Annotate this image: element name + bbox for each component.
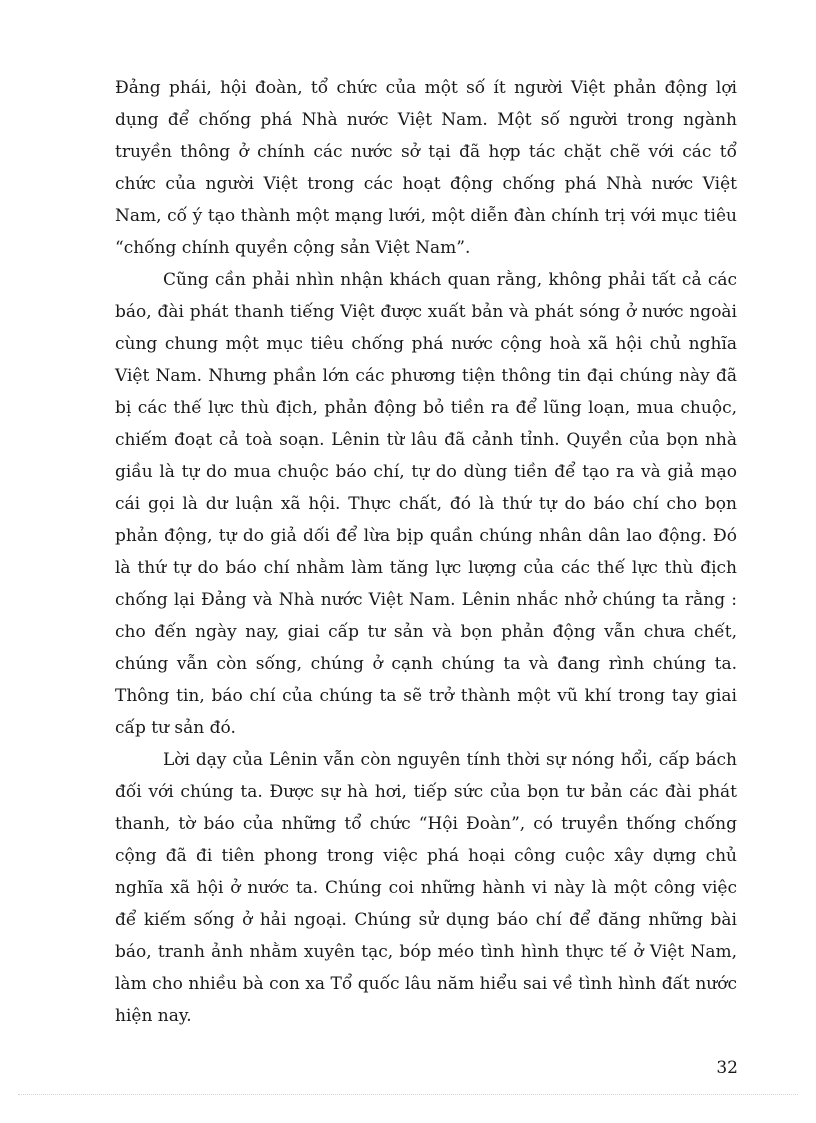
body-text	[115, 72, 737, 1032]
footer-dotted-rule	[18, 1094, 798, 1095]
paragraph-3: Lời dạy của Lênin vẫn còn nguyên tính thời sự nóng hổi, cấp bách đối với chúng ta. Được sự hà hơi, tiếp sức của bọn tư bản các đài phát thanh, tờ báo của những tổ chức “Hội Đoàn”, có truyền thống chống cộng đã đi tiên phong trong việc phá hoại công cuộc xây dựng chủ nghĩa xã hội ở nước ta. Chúng coi những hành vi này là một công việc để kiếm sống ở hải ngoại. Chúng sử dụng báo chí để đăng những bài báo, tranh ảnh nhằm xuyên tạc, bóp méo tình hình thực tế ở Việt Nam, làm cho nhiều bà con xa Tổ quốc lâu năm hiểu sai về tình hình đất nước hiện nay.	[115, 750, 737, 1026]
page-number: 32	[716, 1058, 738, 1078]
paragraph-1: Đảng phái, hội đoàn, tổ chức của một số ít người Việt phản động lợi dụng để chống phá Nhà nước Việt Nam. Một số người trong ngành truyền thông ở chính các nước sở tại đã hợp tác chặt chẽ với các tổ chức của người Việt trong các hoạt động chống phá Nhà nước Việt Nam, cố ý tạo thành một mạng lưới, một diễn đàn chính trị với mục tiêu “chống chính quyền cộng sản Việt Nam”.	[115, 78, 737, 258]
paragraph-2: Cũng cần phải nhìn nhận khách quan rằng, không phải tất cả các báo, đài phát thanh tiếng Việt được xuất bản và phát sóng ở nước ngoài cùng chung một mục tiêu chống phá nước cộng hoà xã hội chủ nghĩa Việt Nam. Nhưng phần lớn các phương tiện thông tin đại chúng này đã bị các thế lực thù địch, phản động bỏ tiền ra để lũng loạn, mua chuộc, chiếm đoạt cả toà soạn. Lênin từ lâu đã cảnh tỉnh. Quyền của bọn nhà giầu là tự do mua chuộc báo chí, tự do dùng tiền để tạo ra và giả mạo cái gọi là dư luận xã hội. Thực chất, đó là thứ tự do báo chí cho bọn phản động, tự do giả dối để lừa bịp quần chúng nhân dân lao động. Đó là thứ tự do báo chí nhằm làm tăng lực lượng của các thế lực thù địch chống lại Đảng và Nhà nước Việt Nam. Lênin nhắc nhở chúng ta rằng : cho đến ngày nay, giai cấp tư sản và bọn phản động vẫn chưa chết, chúng vẫn còn sống, chúng ở cạnh chúng ta và đang rình chúng ta. Thông tin, báo chí của chúng ta sẽ trở thành một vũ khí trong tay giai cấp tư sản đó.	[115, 270, 737, 738]
